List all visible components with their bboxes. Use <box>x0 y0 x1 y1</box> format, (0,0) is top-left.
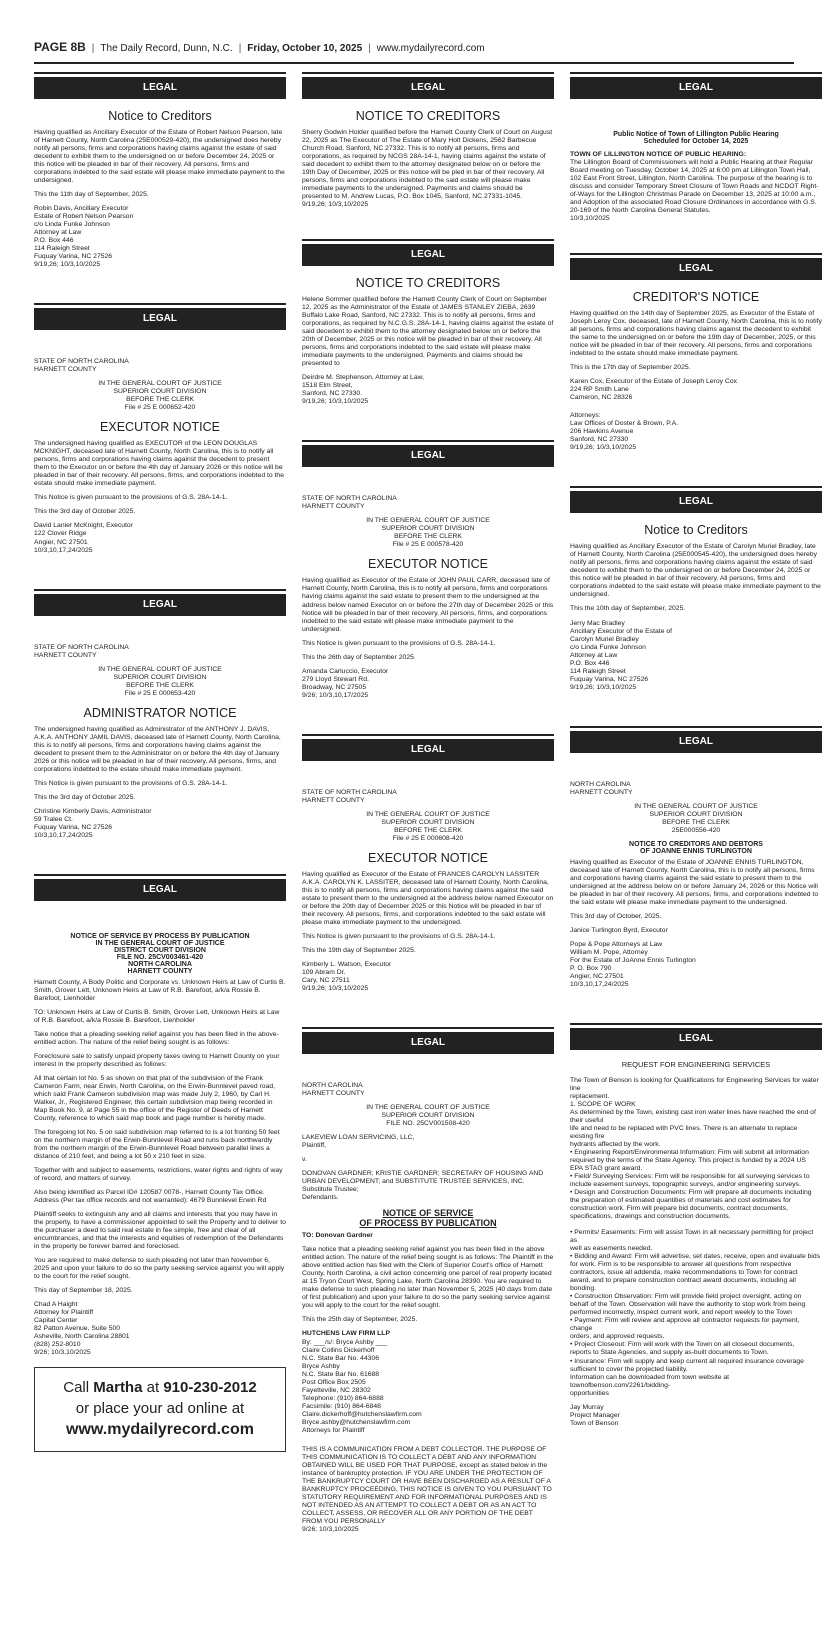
notice-paragraph: Also being identified as Parcel ID# 120587 0078-, Harnett County Tax Office. Address (Per tax office records and not warranted): 4679 Bunnlevel Erwin Rd <box>34 1189 267 1205</box>
notice-date: This day of September 18, 2025. <box>34 1287 133 1295</box>
notice-given: This Notice is given pursuant to the provisions of G.S. 28A-14-1. <box>34 494 228 502</box>
notice-state: NORTH CAROLINA HARNETT COUNTY <box>302 1081 365 1097</box>
legal-banner: LEGAL <box>302 241 554 266</box>
notice-given: This Notice is given pursuant to the provisions of G.S. 28A-14-1. <box>302 639 496 647</box>
notice-state: STATE OF NORTH CAROLINA HARNETT COUNTY <box>34 643 129 659</box>
notice-heading: NOTICE TO CREDITORS AND DEBTORS OF JOANNE ENNIS TURLINGTON <box>629 840 763 855</box>
notice-body: Having qualified as Ancillary Executor of the Estate of Carolyn Muriel Bradley, late of Harnett County, North Carolina (25E000545-420), the undersigned does hereby notify all persons, firms and corporations having claims against the estate of said decedent to exhibit them to the undersigned on or before December 24, 2025 or this notice will be pleaded in bar of their recovery. All persons, firms and corporations indebted to the said estate will please make immediate payment to the undersigned. <box>570 543 821 599</box>
column-1 <box>34 74 286 1540</box>
notice-state: NORTH CAROLINA HARNETT COUNTY <box>570 780 633 796</box>
header-separator: | <box>91 43 95 54</box>
notice-state: STATE OF NORTH CAROLINA HARNETT COUNTY <box>34 358 129 374</box>
notice-body: Helene Sommer qualified before the Harnett County Clerk of Court on September 12, 2025 as the Administrator of the Estate of JAMES STANLEY ZIEBA, 2639 Buffalo Lake Road, Sanford, NC 27332. This is to notify all persons, firms and corporations, as required by N.C.G.S. 28A-14-1, having claims against the estate of said decedent to exhibit them to the attorney designated below on or before the 20th of December, 2025 or this notice will be pleaded in bar of their recovery. All persons, firms and corporations indebted to the said estate will please make immediate payments to the undersigned. Payments and claims should be presented to <box>302 296 554 368</box>
legal-banner: LEGAL <box>302 736 554 761</box>
notice-title: REQUEST FOR ENGINEERING SERVICES <box>621 1059 771 1069</box>
notice-body: Having qualified as Executor of the Estate of FRANCES CAROLYN LASSITER A.K.A. CAROLYN K. LASSITER, deceased late of Harnett County, North Carolina, this is to notify all persons, firms and corporations having claims against the said estate to present them to the undersigned at the address below named Executor on or before the 20th day of December 2025 or this Notice will be pleaded in bar of their recovery. All persons, firms, and corporations indebted to the said estate will please make immediate payment to the undersigned. <box>302 870 554 926</box>
notice-signature: Pope & Pope Attorneys at Law William M. Pope, Attorney For the Estate of JoAnne Ennis Turlington P. O. Box 790 Angier, NC 27501 10/3,10,17,24/2025 <box>570 940 696 988</box>
ad-at-text: at <box>142 1379 164 1397</box>
website-link[interactable]: www.mydailyrecord.com <box>376 43 485 54</box>
notice-given: This Notice is given pursuant to the provisions of G.S. 28A-14-1. <box>34 779 228 787</box>
notice-body: Having qualified as Ancillary Executor of the Estate of Robert Nelson Pearson, late of Harnett County, North Carolina (25E000529-420), the undersigned does hereby notify all persons, firms and corporations having claims against the estate of said decedent to exhibit them to the undersigned on or before December 24, 2025 or this notice will be pleaded in bar of their recovery. All persons, firms and corporations indebted to the said estate will please make immediate payment to the undersigned. <box>34 129 285 185</box>
notice-court: IN THE GENERAL COURT OF JUSTICE SUPERIOR COURT DIVISION BEFORE THE CLERK File # 25 E 000652-420 <box>98 380 222 412</box>
notice-paragraph: The foregoing lot No. 5 on said subdivision map referred to is a lot fronting 50 feet on the northern margin of the Erwin-Bunnlevel Road and runs back northwardly from the northern margin of the Erwin-Bunnlevel Road between parallel lines a distance of 210 feet, and being a lot 50 x 210 feet in size. <box>34 1129 280 1161</box>
notice-paragraph: Harnett County, A Body Politic and Corporate vs. Unknown Heirs at Law of Curtis B. Smith, Grover Lett, Unknown Heirs at Law of R.B. Barefoot, a/k/a Rossie B. Barefoot, Lienholder <box>34 978 286 1002</box>
notice-to: TO: Donovan Gardner <box>302 1232 373 1240</box>
ad-phone-link[interactable]: 910-230-2012 <box>163 1379 257 1397</box>
notice-title: NOTICE TO CREDITORS <box>355 276 501 291</box>
notice-court: IN THE GENERAL COURT OF JUSTICE SUPERIOR COURT DIVISION BEFORE THE CLERK File # 25 E 000578-420 <box>366 517 490 549</box>
legal-banner: LEGAL <box>570 74 822 99</box>
notice-body: Having qualified as Executor of the Estate of JOANNE ENNIS TURLINGTON, deceased late of Harnett County, North Carolina, this is to notify all persons, firms and corporations having claims against the said estate to present them to the undersigned at the address below on or before January 24, 2026 or this Notice will be pleaded in bar of their recovery. All persons, firms, and corporations indebted to the said estate will please make immediate payment to the undersigned. <box>570 858 819 906</box>
notice-body: Having qualified on the 14th day of September 2025, as Executor of the Estate of Joseph Leroy Cox, deceased, late of Harnett County, North Carolina, this is to notify all persons, firms and corporations having claims against the decedent to exhibit the same to the undersigned on or before the 19th day of December, 2025, or this notice will be pleaded in bar of their recovery. All persons, firms and corporations indebted to the estate should make immediate payment. <box>570 310 822 358</box>
notice-paragraph: Take notice that a pleading seeking relief against you has been filed in the above entitled action. The nature of the relief being sought is as follows: The Plaintiff in the above entitled action has filed with the Clerk of Superior Court's office of Harnett County, North Carolina, a civil action concerning one parcel of real property located at 15 Tryon Court West, Spring Lake, North Carolina 28390. You are required to make defense to such pleading no later than November 5, 2025 (40 days from date of first publication) and upon your failure to do so the party seeking service against you will apply to the court for the relief sought. <box>302 1246 554 1310</box>
notice-paragraph: v. <box>302 1156 307 1164</box>
notice-signature: Christine Kimberly Davis, Administrator 59 Tralee Ct. Fuquay Varina, NC 27526 10/3,10,17,24/2025 <box>34 807 152 839</box>
notice-title: EXECUTOR NOTICE <box>368 850 488 865</box>
notice-heading: Public Notice of Town of Lillington Public Hearing Scheduled for October 14, 2025 <box>613 131 779 145</box>
notice-date: This the 3rd day of October 2025. <box>34 508 136 516</box>
notice-given: This Notice is given pursuant to the provisions of G.S. 28A-14-1. <box>302 932 496 940</box>
advertise-box <box>34 1367 286 1451</box>
legal-banner: LEGAL <box>570 728 822 753</box>
notice-heading: NOTICE OF SERVICE OF PROCESS BY PUBLICATION <box>359 1208 497 1229</box>
notice-signature: Karen Cox, Executor of the Estate of Joseph Leroy Cox 224 RP Smith Lane Cameron, NC 28326 <box>570 378 737 402</box>
legal-banner: LEGAL <box>302 442 554 467</box>
notice-title: CREDITOR'S NOTICE <box>632 290 760 305</box>
notice-signature: Deirdre M. Stephenson, Attorney at Law, 1518 Elm Street, Sanford, NC 27330. 9/19,26; 10/3,10/2025 <box>302 374 425 406</box>
notice-heading: NOTICE OF SERVICE BY PROCESS BY PUBLICATION IN THE GENERAL COURT OF JUSTICE DISTRICT COURT DIVISION FILE NO. 25CV003461-420 NORTH CAROLINA HARNETT COUNTY <box>70 932 250 975</box>
notice-state: STATE OF NORTH CAROLINA HARNETT COUNTY <box>302 788 397 804</box>
notice-signature: David Lanier McKnight, Executor 122 Clover Ridge Angier, NC 27501 10/3,10,17,24/2025 <box>34 522 133 554</box>
notice-attorneys: Attorneys: Law Offices of Doster & Brown, P.A. 206 Hawkins Avenue Sanford, NC 27330 9/19,26; 10/3,10/2025 <box>570 412 679 452</box>
notice-date: This the 3rd day of October 2025. <box>34 793 136 801</box>
notice-paragraph: You are required to make defense to such pleading not later than November 6, 2025 and upon your failure to do so the party seeking service against you will apply to the court for the relief sought. <box>34 1257 285 1281</box>
legal-banner: LEGAL <box>34 591 286 616</box>
notice-signature: Jerry Mac Bradley Ancillary Executor of the Estate of Carolyn Muriel Bradley c/o Linda Funke Johnson Attorney at Law P.O. Box 446 114 Raleigh Street Fuquay Varina, NC 27526 9/19,26; 10/3,10/2025 <box>570 619 673 691</box>
legal-banner: LEGAL <box>570 255 822 280</box>
notice-signature: Jay Murray Project Manager Town of Benson <box>570 1403 620 1427</box>
header-separator: | <box>238 43 242 54</box>
notice-body: The undersigned having qualified as Administrator of the ANTHONY J. DAVIS, A.K.A. ANTHONY JAMIL DAVIS, deceased late of Harnett County, North Carolina, this is to notify all persons, firms and corporations having claims against the decedent to present them to the Administrator on or before the 4th day of January 2026 or this notice will be pleaded in bar of their recovery. All persons, firms, and corporations indebted to the estate should make immediate payment. <box>34 725 281 773</box>
notice-paragraph: All that certain lot No. 5 as shown on that plat of the subdivision of the Frank Cameron Farm, near Erwin, North Carolina, on the Erwin-Bunnlevel paved road, which said Frank Cameron subdivision map was made July 2, 1960, by Carl H. Walker, Jr., Registered Engineer, this certain subdivision map being recorded in Map Book No. 9, at Page 55 in the office of the Register of Deeds of Harnett County, reference to which said map book and page number is hereby made. <box>34 1074 276 1123</box>
notice-body: The Lillington Board of Commissioners will hold a Public Hearing at their Regular Board meeting on Tuesday, October 14, 2025 at 6:00 pm at Lillington Town Hall, 102 East Front Street, Lillington, North Carolina. The purpose of the hearing is to discuss and consider Temporary Street Closure of Town Roads and NCDOT Right-of-Ways for the Lillington Christmas Parade on December 13, 2025 at 10:00 a.m., and Adoption of the associated Road Closure Ordinances in accordance with G.S. 20-169 of the North Carolina General Statutes. 10/3,10/2025 <box>570 159 819 223</box>
header-separator: | <box>368 43 371 54</box>
legal-banner: LEGAL <box>302 1029 554 1054</box>
notice-signature: Amanda Carluccio, Executor 279 Lloyd Stewart Rd. Broadway, NC 27505 9/26; 10/3,10,17/2025 <box>302 667 389 699</box>
notice-body: Sherry Godwin Holder qualified before the Harnett County Clerk of Court on August 22, 2025 as The Executor of The Estate of Mary Holt Dickens, 2562 Barbecue Church Road, Sanford, NC 27332. This is to notify all persons, firms and corporations, as required by NCGS 28A-14-1, having claims against the estate of said decedent to exhibit them to the attorney designated below on or before the 19th Day of December, 2025 or this notice will be pled in bar of their recovery. All persons, firms and corporations indebted to the said estate will please make immediate payments to the undersigned. Payments and claims should be presented to M. Andrew Lucas, P.O. Box 1045, Sanford, NC 27331-1045. 9/19,26; 10/3,10/2025 <box>302 129 553 209</box>
notice-paragraph: Together with and subject to easements, restrictions, water rights and rights of way of record, and matters of survey. <box>34 1167 283 1183</box>
notice-executor: Janice Turlington Byrd, Executor <box>570 926 668 934</box>
notice-body: The Town of Benson is looking for Qualifications for Engineering Services for water line replacement. 1. SCOPE OF WORK As determined by the Town, existing cast iron water lines have reached the end of their useful life and need to be replaced with PVC lines. There is an alternate to replace existing fire hydrants affected by the work. • Engineering Report/Environmental Information: Firm will submit all information required by the terms of the State Agency. This project is funded by a 2024 US EPA STAG grant award. • Field/ Surveying Services: Firm will be responsible for all surveying services to include easement surveys, topographic surveys, and/or engineering surveys. • Design and Construction Documents: Firm will prepare all documents including the preparation of estimated quantities of materials and cost estimates for construction work. Firm will prepare bid documents, contract documents, specifications, drawings and construction documents. • Permits/ Easements: Firm will assist Town in all necessary permitting for project as well as easements needed. • Bidding and Award: Firm will advertise, set dates, receive, open and evaluate bids for work. Firm is to be responsible to answer all questions from respective contractors, issue all addenda, make recommendations to Town for contract award, and to prepare construction contract award documents, including all bonding. • Construction Observation: Firm will provide field project oversight, acting on behalf of the Town. Observation will have the authority to stop work from being performed incorrectly, inspect current work, and report weekly to the Town • Payment: Firm will review and approve all contractor requests for payment, change orders, and approved requests. • Project Closeout: Firm will work with the Town on all closeout documents, reports to State Agencies, and supply as-built documents to Town. • Insurance: Firm will supply and keep current all required insurance coverage sufficient to cover the projected liability. Information can be downloaded from town website at townofbenson.com/2261/bidding- opportunities <box>570 1076 821 1397</box>
page-number: PAGE 8B <box>34 40 86 54</box>
legal-banner: LEGAL <box>34 305 286 330</box>
notice-court: IN THE GENERAL COURT OF JUSTICE SUPERIOR COURT DIVISION BEFORE THE CLERK 25E000556-420 <box>634 802 758 834</box>
notice-body: Having qualified as Executor of the Estate of JOHN PAUL CARR, deceased late of Harnett County, North Carolina, this is to notify all persons, firms and corporations having claims against the said estate to present them to the undersigned at the address below named Executor on or before the 27th day of December 2025 or this Notice will be pleaded in bar of their recovery. All persons, firms, and corporations indebted to the said estate will please make immediate payment to the undersigned. <box>302 577 554 633</box>
issue-date: Friday, October 10, 2025 <box>247 43 363 54</box>
legal-banner: LEGAL <box>570 1025 822 1050</box>
column-3 <box>570 74 822 1540</box>
legal-banner: LEGAL <box>302 74 554 99</box>
ad-contact-name: Martha <box>93 1379 143 1397</box>
notice-title: ADMINISTRATOR NOTICE <box>83 705 237 720</box>
legal-banner: LEGAL <box>34 876 286 901</box>
notice-date: This the 19th day of September 2025. <box>302 946 416 954</box>
notice-date: This the 11th day of September, 2025. <box>34 191 149 199</box>
page-header <box>34 40 794 64</box>
notice-signature: Robin Davis, Ancillary Executor Estate of Robert Nelson Pearson c/o Linda Funke Johnson Attorney at Law P.O. Box 446 114 Raleigh Street Fuquay Varina, NC 27526 9/19,26; 10/3,10/2025 <box>34 205 134 269</box>
notice-paragraph: Take notice that a pleading seeking relief against you has been filed in the above-entitled action. The nature of the relief being sought is as follows: <box>34 1030 279 1046</box>
notice-title: EXECUTOR NOTICE <box>100 420 220 435</box>
ad-website-link[interactable]: www.mydailyrecord.com <box>66 1420 254 1438</box>
notice-court: IN THE GENERAL COURT OF JUSTICE SUPERIOR COURT DIVISION BEFORE THE CLERK File # 25 E 000608-420 <box>366 810 490 842</box>
notice-subheading: TOWN OF LILLINGTON NOTICE OF PUBLIC HEARING: <box>570 151 747 158</box>
notice-date: This is the 17th day of September 2025. <box>570 364 691 372</box>
notice-title: Notice to Creditors <box>644 523 748 538</box>
notice-paragraph: Foreclosure sale to satisfy unpaid property taxes owing to Harnett County on your interest in the property described as follows: <box>34 1052 280 1068</box>
notice-paragraph: LAKEVIEW LOAN SERVICING, LLC, Plaintiff, <box>302 1134 415 1150</box>
legal-banner: LEGAL <box>34 74 286 99</box>
notice-body: The undersigned having qualified as EXECUTOR of the LEON DOUGLAS MCKNIGHT, deceased late of Harnett County, North Carolina, this is to notify all persons, firms and corporations having claims against the decedent to present them to the Executor on or before the 4th day of January 2026 or this notice will be pleaded in bar of their recovery. All persons, firms, and corporations indebted to the estate should make immediate payment. <box>34 440 284 488</box>
notice-court: IN THE GENERAL COURT OF JUSTICE SUPERIOR COURT DIVISION FILE NO. 25CV001508-420 <box>366 1103 490 1128</box>
notice-title: Notice to Creditors <box>108 109 212 123</box>
legal-banner: LEGAL <box>570 488 822 513</box>
notice-signature: Kimberly L. Watson, Executor 109 Abram Dr. Cary, NC 27511 9/19,26; 10/3,10/2025 <box>302 960 392 992</box>
notice-date: This the 10th day of September, 2025. <box>570 605 686 613</box>
column-2 <box>302 74 554 1540</box>
notice-title: EXECUTOR NOTICE <box>368 557 488 572</box>
notice-date: This the 26th day of September 2025. <box>302 653 416 661</box>
notice-court: IN THE GENERAL COURT OF JUSTICE SUPERIOR COURT DIVISION BEFORE THE CLERK File # 25 E 000653-420 <box>98 665 222 697</box>
notice-state: STATE OF NORTH CAROLINA HARNETT COUNTY <box>302 495 397 511</box>
paper-name: The Daily Record, Dunn, N.C. <box>100 43 233 54</box>
notice-signature: Chad A Haight Attorney for Plaintiff Capital Center 82 Patton Avenue, Suite 500 Asheville, North Carolina 28801 (828) 252-8010 9/26; 10/3,10/2025 <box>34 1301 130 1357</box>
notice-date: This 3rd day of October, 2025. <box>570 912 662 920</box>
law-firm-name: HUTCHENS LAW FIRM LLP <box>302 1330 390 1338</box>
notice-paragraph: Plaintiff seeks to extinguish any and all claims and interests that you may have in the property, to have a commissioner appointed to sell the Property and to deliver to the purchaser a deed to said real estate in fee simple, free and clear of all encumbrances, and that the interests and equities of redemption of the Defendants in the property be forever barred and foreclosed. <box>34 1211 286 1251</box>
ad-online-text: or place your ad online at <box>75 1399 245 1417</box>
notice-paragraph: DONOVAN GARDNER; KRISTIE GARDNER; SECRETARY OF HOUSING AND URBAN DEVELOPMENT; and SUBSTITUTE TRUSTEE SERVICES, INC. Substitute Trustee; Defendants. <box>302 1170 544 1202</box>
notice-signature: By: ___/s/: Bryce Ashby ___ Claire Collins Dickerhoff N.C. State Bar No. 44306 Bryce Ashby N.C. State Bar No. 61688 Post Office Box 2505 Fayetteville, NC 28302 Telephone: (910) 864-6888 Facsimile: (910) 864-6848 Claire.dickerhoff@hutchenslawfirm.com Bryce.ashby@hutchenslawfirm.com Attorneys for Plaintiff <box>302 1339 422 1435</box>
notice-date: This the 25th day of September, 2025. <box>302 1316 418 1324</box>
notice-paragraph: TO: Unknown Heirs at Law of Curtis B. Smith, Grover Lett, Unknown Heirs at Law of R.B. Barefoot, a/k/a Rossie B. Barefoot, Lienholder <box>34 1008 280 1024</box>
notice-disclaimer: THIS IS A COMMUNICATION FROM A DEBT COLLECTOR. THE PURPOSE OF THIS COMMUNICATION IS TO COLLECT A DEBT AND ANY INFORMATION OBTAINED WILL BE USED FOR THAT PURPOSE, except as stated below in the instance of bankruptcy protection. IF YOU ARE UNDER THE PROTECTION OF THE BANKRUPTCY COURT OR HAVE BEEN DISCHARGED AS A RESULT OF A BANKRUPTCY PROCEEDING, THIS NOTICE IS GIVEN TO YOU PURSUANT TO STATUTORY REQUIREMENT AND FOR INFORMATIONAL PURPOSES AND IS NOT INTENDED AS AN ATTEMPT TO COLLECT A DEBT OR AS AN ACT TO COLLECT, ASSESS, OR RECOVER ALL OR ANY PORTION OF THE DEBT FROM YOU PERSONALLY 9/26; 10/3,10/2025 <box>302 1445 552 1533</box>
notice-title: NOTICE TO CREDITORS <box>355 109 501 123</box>
ad-call-text: Call <box>63 1379 94 1397</box>
